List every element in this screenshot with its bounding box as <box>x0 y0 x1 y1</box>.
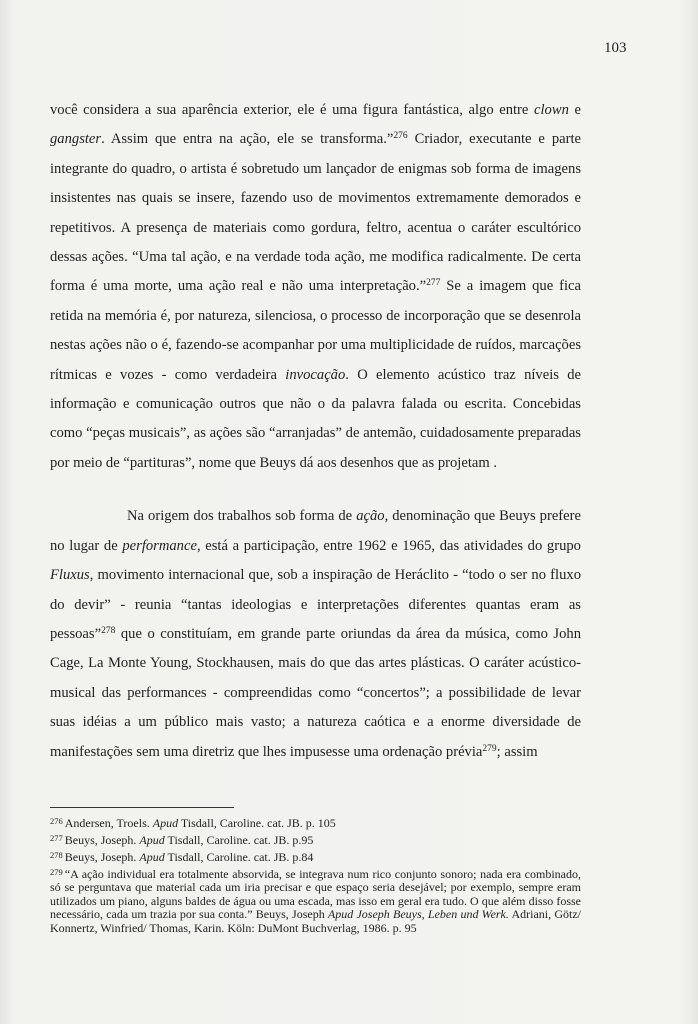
text-run: e <box>568 102 581 118</box>
footnote-number: 278 <box>50 850 63 861</box>
italic-text: gangster <box>50 131 102 148</box>
text-run: ; assim <box>496 743 538 760</box>
footnote <box>50 848 581 865</box>
italic-text: Apud <box>139 833 165 848</box>
footnote-reference: 276 <box>393 131 408 142</box>
footnote-number: 277 <box>50 833 63 844</box>
text-run: Na origem dos trabalhos sob forma de <box>127 508 357 525</box>
footnote <box>50 814 581 831</box>
paragraph <box>50 502 581 767</box>
text-run: “A ação individual era totalmente absorvida, se integrava num rico conjunto sonoro; nada era combinado, só se perguntava que material cada um iria precisar e que espaço seria desejável; por exemplo, sempre eram utilizados um piano, alguns baldes de água ou uma escada, mas isso em geral era tudo. O que além disso fosse necessário, cada um trazia por sua conta.” Beuys, Joseph <box>50 866 581 922</box>
text-run: , está a participação, entre 1962 e 1965, das atividades do grupo <box>196 537 581 554</box>
text-run: Tisdall, Caroline. cat. JB. p.95 <box>164 833 314 848</box>
footnotes <box>50 814 581 936</box>
italic-text: clown <box>534 102 569 118</box>
text-run: Andersen, Troels. <box>64 816 153 830</box>
text-run: Se a imagem que fica retida na memória é, por natureza, silenciosa, o processo de incorporação que se desenrola nestas ações não o é, fazendo-se acompanhar por uma multiplicidade de ruídos, marcações rítmicas e vozes - como verdadeira <box>50 278 581 383</box>
footnote <box>50 866 581 936</box>
italic-text: Fluxus <box>50 567 90 584</box>
text-run: Beuys, Joseph. <box>64 850 140 865</box>
italic-text: ação <box>356 508 385 525</box>
footnote-reference: 277 <box>426 278 441 289</box>
italic-text: invocação <box>285 366 346 383</box>
footnote-separator <box>50 807 234 808</box>
paragraph <box>50 96 581 478</box>
italic-text: Apud <box>152 816 179 830</box>
text-run: você considera a sua aparência exterior, ele é uma figura fantástica, algo entre <box>50 102 535 118</box>
page-number: 103 <box>604 40 627 56</box>
text-run: , movimento internacional que, sob a inspiração de Heráclito - “todo o ser no fluxo do devir” - reunia “tantas ideologias e interpretações diferentes quantas eram as pessoas” <box>50 567 581 642</box>
text-run: , denominação que Beuys prefere no lugar de <box>50 508 581 554</box>
text-run: Adriani, Götz/ Konnertz, Winfried/ Thomas, Karin. Köln: DuMont Buchverlag, 1986. p. 95 <box>50 907 581 935</box>
body-text <box>50 96 581 767</box>
italic-text: Apud <box>139 850 165 865</box>
footnote-number: 276 <box>50 816 63 826</box>
text-run: Criador, executante e parte integrante do quadro, o artista é sobretudo um lançador de enigmas sob forma de imagens insistentes nas quais se insere, fazendo uso de movimentos extremamente demorados e repetitivos. A presença de materiais como gordura, feltro, acentua o caráter escultórico dessas ações. “Uma tal ação, e na verdade toda ação, me modifica radicalmente. De certa forma é uma morte, uma ação real e não uma interpretação.” <box>50 131 581 295</box>
text-run: . Assim que entra na ação, ele se transforma.” <box>101 131 394 148</box>
footnote <box>50 831 581 848</box>
footnote-number: 279 <box>50 866 63 877</box>
text-run: Tisdall, Caroline. cat. JB. p. 105 <box>178 816 336 830</box>
footnote-reference: 278 <box>101 625 116 636</box>
text-run: Tisdall, Caroline. cat. JB. p.84 <box>164 850 314 865</box>
text-run: que o constituíam, em grande parte oriundas da área da música, como John Cage, La Monte Young, Stockhausen, mais do que das artes plásticas. O caráter acústico-musical das performances - compreendidas como “concertos”; a possibilidade de levar suas idéias a um público mais vasto; a natureza caótica e a enorme diversidade de manifestações sem uma diretriz que lhes impusesse uma ordenação prévia <box>50 625 581 760</box>
footnote-reference: 279 <box>482 743 497 754</box>
italic-text: Apud Joseph Beuys, Leben und Werk. <box>327 907 509 922</box>
italic-text: performance <box>122 537 197 554</box>
text-run: Beuys, Joseph. <box>64 833 140 848</box>
text-run: . O elemento acústico traz níveis de informação e comunicação outros que não o da palavra falada ou escrita. Concebidas como “peças musicais”, as ações são “arranjadas” de antemão, cuidadosamente preparadas por meio de “partituras”, nome que Beuys dá aos desenhos que as projetam . <box>50 366 581 471</box>
